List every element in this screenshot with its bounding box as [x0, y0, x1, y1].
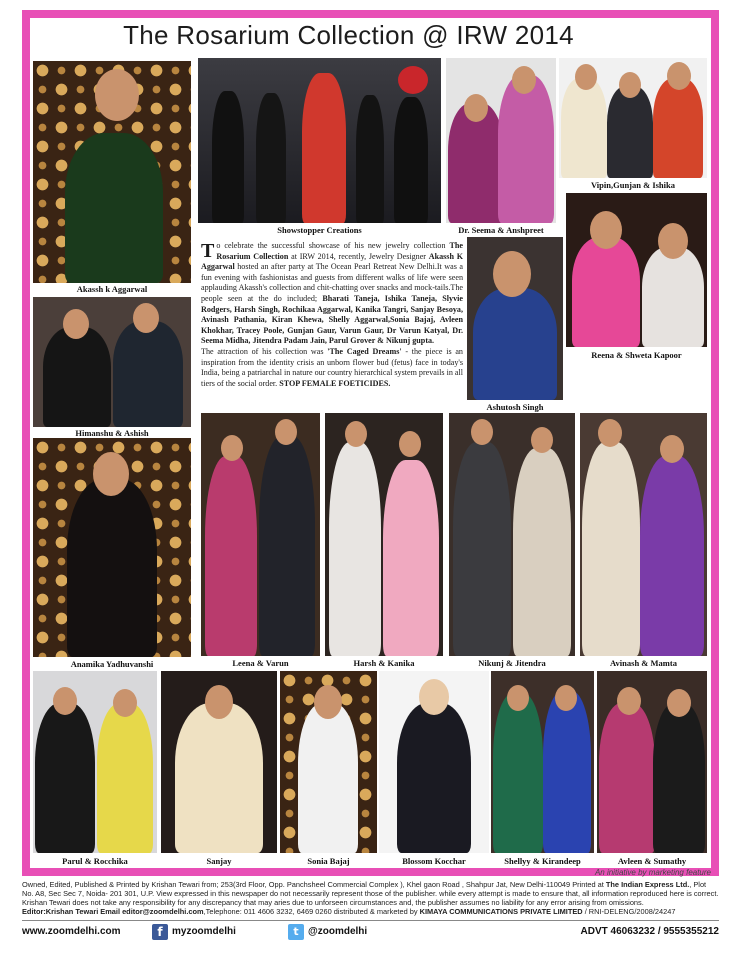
- website-link[interactable]: www.zoomdelhi.com: [22, 926, 121, 937]
- caption-showstopper: Showstopper Creations: [277, 225, 362, 235]
- facebook-handle[interactable]: myzoomdelhi: [172, 926, 236, 937]
- photo-himanshu-ashish: [33, 297, 191, 427]
- caption-avleen: Avleen & Sumathy: [617, 856, 687, 866]
- photo-leena-varun: [201, 413, 320, 656]
- drop-cap: T: [201, 240, 215, 262]
- caption-reena: Reena & Shweta Kapoor: [591, 350, 682, 360]
- twitter-icon: t: [288, 924, 304, 940]
- caption-akassh: Akassh k Aggarwal: [76, 284, 148, 294]
- photo-nikunj-jitendra: [449, 413, 575, 656]
- caption-vipin: Vipin,Gunjan & Ishika: [590, 180, 675, 190]
- photo-sanjay: [161, 671, 277, 853]
- footer-bar: [22, 924, 719, 942]
- photo-akassh-k-aggarwal: [33, 61, 191, 283]
- caption-nikunj: Nikunj & Jitendra: [478, 658, 546, 668]
- photo-avinash-mamta: [580, 413, 707, 656]
- photo-ashutosh-singh: [467, 237, 563, 400]
- photo-harsh-kanika: [325, 413, 443, 656]
- caption-shellyy: Shellyy & Kirandeep: [504, 856, 581, 866]
- initiative-note: An initiative by marketing feature: [594, 868, 711, 877]
- photo-blossom-kocchar: [379, 671, 489, 853]
- photo-reena-shweta: [566, 193, 707, 347]
- caption-avinash: Avinash & Mamta: [610, 658, 677, 668]
- photo-anamika-yadhuvanshi: [33, 438, 191, 657]
- facebook-icon: f: [152, 924, 168, 940]
- advt-contact: ADVT 46063232 / 9555355212: [580, 926, 719, 937]
- caption-harsh: Harsh & Kanika: [353, 658, 415, 668]
- caption-seema: Dr. Seema & Anshpreet: [458, 225, 544, 235]
- caption-parul: Parul & Rocchika: [62, 856, 128, 866]
- photo-sonia-bajaj: [280, 671, 377, 853]
- page-title: The Rosarium Collection @ IRW 2014: [123, 20, 574, 50]
- caption-anamika: Anamika Yadhuvanshi: [70, 659, 154, 669]
- caption-blossom: Blossom Kocchar: [402, 856, 466, 866]
- photo-shellyy-kirandeep: [491, 671, 594, 853]
- photo-vipin-gunjan-ishika: [559, 58, 707, 178]
- photo-seema-anshpreet: [446, 58, 556, 223]
- photo-showstopper-creations: [198, 58, 441, 223]
- photo-avleen-sumathy: [597, 671, 707, 853]
- article-story: To celebrate the successful showcase of his new jewelry collection The Rosarium Collection at IRW 2014, recently, Jewelry Designer Akassh K Aggarwal hosted an after party at The Ocean Pearl Retreat New Delhi.It was a fun evening with fashionistas and guests from different walks of life were seen applauding Akassh's collection and chit-chatting over snacks and mock-tails.The people seen at the do included; Bharati Taneja, Ishika Taneja, Slyvie Rodgers, Harsh Singh, Rochikaa Aggarwal, Kanika Tangri, Sanjay Besoya, Avinash Pathania, Kiran Khewa, Shelly Aggarwal,Sonia Bajaj, Avleen Khokhar, Tracey Poole, Gunjan Gaur, Varun Gaur, Dr Varun Katyal, Dr. Seema Midha, Jitendra Padam Jain, Parul Grover & Nikunj gupta. The attraction of his collection was 'The Caged Dreams' - the piece is an inspiration from the identity crisis an unborn flower bud (fetus) face in today's India, being a patriarchal in nature our country hierarchical system prevails in all tiers of the social order. STOP FEMALE FOETICIDES.: [201, 240, 464, 388]
- photo-parul-rocchika: [33, 671, 157, 853]
- caption-ashutosh: Ashutosh Singh: [486, 402, 544, 412]
- imprint-block: Owned, Edited, Published & Printed by Krishan Tewari from; 253(3rd Floor, Opp. Panchsheel Commercial Complex ), Khel gaon Road , Shahpur Jat, New Delhi-110049 Printed at The Indian Express Ltd., Plot No. A8, Sec Sec 7, Noida- 201 301, U.P. View expressed in this newspaper do not necessarily represent those of the publisher. while every attempt is made to ensure that, all information reproduced here is correct. Krishan Tewari does not take any responsibility for any discrepancy that may aries due to unforseen circumstances and, the publisher assumes no liability for any error arising from omissions. Editor:Krishan Tewari Email editor@zoomdelhi.com,Telephone: 011 4606 3232, 6469 0260 distributed & marketed by KIMAYA COMMUNICATIONS PRIVATE LIMITED / RNI-DELENG/2008/24247: [22, 880, 719, 917]
- caption-leena: Leena & Varun: [232, 658, 289, 668]
- caption-sanjay: Sanjay: [206, 856, 232, 866]
- footer-divider: [22, 920, 719, 921]
- twitter-handle[interactable]: @zoomdelhi: [308, 926, 368, 937]
- caption-himanshu: Himanshu & Ashish: [75, 428, 149, 438]
- caption-sonia: Sonia Bajaj: [307, 856, 350, 866]
